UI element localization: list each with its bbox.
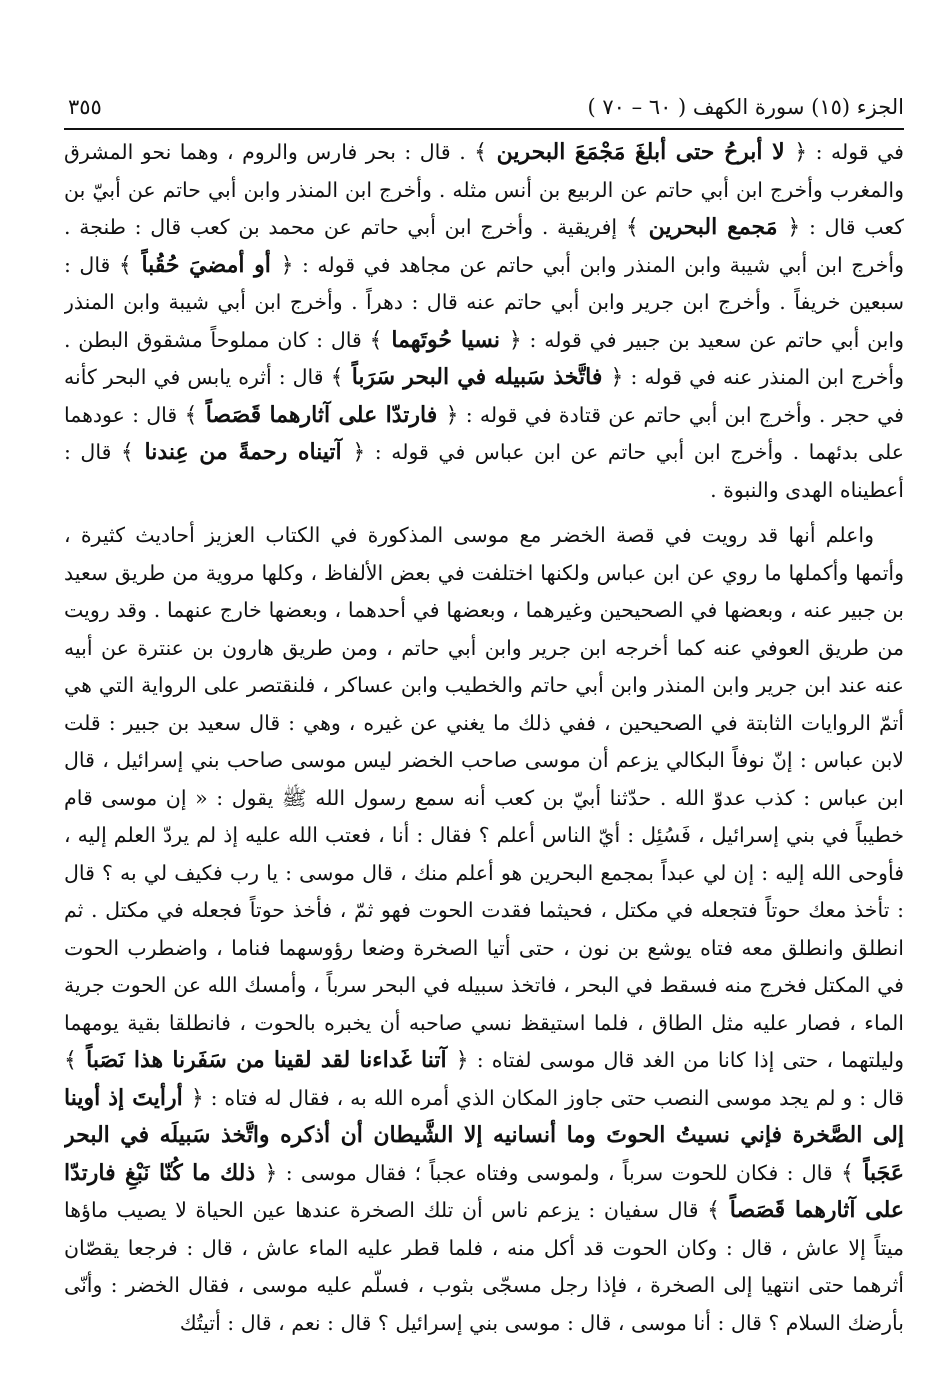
- ornate-bracket-close: ﴾: [118, 252, 132, 278]
- ornate-bracket-open: ﴿: [280, 252, 294, 278]
- ornate-bracket-open: ﴿: [264, 1160, 278, 1186]
- quranic-quote: [331, 364, 624, 390]
- quote-text: آتنا غَداءنا لقد لقينا من سَفَرنا هذا نَصَباً: [86, 1047, 447, 1073]
- quote-text: لا أبرحُ حتى أبلغَ مَجْمَعَ البحرين: [496, 139, 785, 165]
- hadith-paragraph: [64, 517, 904, 1342]
- ornate-bracket-open: ﴿: [794, 140, 808, 165]
- ornate-bracket-open: ﴿: [352, 440, 366, 465]
- page-number: ٣٥٥: [68, 95, 102, 119]
- ornate-bracket-open: ﴿: [610, 365, 624, 390]
- ornate-bracket-close: ﴾: [64, 1048, 77, 1073]
- ornate-bracket-open: ﴿: [455, 1048, 469, 1073]
- text-run: قال : فكان للحوت سرباً ، ولموسى وفتاه عجباً ؛ فقال موسى :: [277, 1160, 841, 1185]
- ornate-bracket-close: ﴾: [625, 215, 639, 240]
- ornate-bracket-close: ﴾: [474, 140, 488, 165]
- quote-text: أرأيتَ إذ أوينا إلى الصَّخرة فإني نسيتُ الحوتَ وما أنسانيه إلا الشَّيطان أن أذكره واتَّخذ سَبيلَه في البحر عَجَباً: [64, 1084, 904, 1186]
- ornate-bracket-close: ﴾: [369, 327, 383, 353]
- ornate-bracket-open: ﴿: [445, 402, 459, 428]
- quote-text: أو أمضيَ حُقُباً: [141, 251, 271, 278]
- ornate-bracket-open: ﴿: [787, 215, 801, 240]
- quranic-quote: [370, 327, 522, 353]
- text-run: قال : كان مملوحاً مشقوق البطن . وأخرج ابن المنذر عنه في قوله :: [64, 327, 904, 389]
- quote-text: فاتَّخذ سَبيله في البحر سَرَباً: [351, 364, 603, 390]
- ornate-bracket-close: ﴾: [707, 1198, 721, 1223]
- ornate-bracket-close: ﴾: [120, 440, 134, 465]
- text-run: في قوله :: [807, 140, 904, 164]
- quranic-quote: [626, 214, 800, 240]
- book-page: [64, 88, 904, 1358]
- quote-text: مَجمع البحرين: [648, 214, 778, 240]
- text-run: قال سفيان : يزعم ناس أن تلك الصخرة عندها عين الحياة لا يصيب ماؤها ميتاً إلا عاش ، قال : وكان الحوت قد أكل منه ، فلما قطر عليه الماء عاش ، قال : فرجعا يقصّان أثرهما حتى انتهيا إلى الصخرة ، فإذا رجل مسجّى بثوب ، فسلّم عليه موسى ، فقال الخضر : وأنّى بأرضك السلام ؟ قال : أنا موسى ، قال : موسى بني إسرائيل ؟ قال : نعم ، قال : أتيتُك: [64, 1198, 904, 1335]
- quote-text: فارتدّا على آثارهما قَصَصاً: [205, 401, 438, 428]
- ornate-bracket-close: ﴾: [184, 402, 198, 428]
- text-run: قال : أعطيناه الهدى والنبوة .: [64, 440, 904, 502]
- quranic-quote: [121, 439, 365, 465]
- quranic-quote: [474, 139, 807, 165]
- quranic-quote: [64, 1047, 469, 1073]
- text-run: قال : سبعين خريفاً . وأخرج ابن جرير وابن أبي حاتم عنه قال : دهراً . وأخرج ابن أبي شيبة وابن المنذر وابن أبي حاتم عن سعيد بن جبير في قوله :: [64, 252, 904, 352]
- text-run: قال : و لم يجد موسى النصب حتى جاوز المكان الذي أمره الله به ، فقال له فتاه :: [203, 1085, 904, 1110]
- ornate-bracket-open: ﴿: [190, 1085, 204, 1111]
- ornate-bracket-close: ﴾: [841, 1160, 854, 1186]
- ornate-bracket-close: ﴾: [330, 365, 344, 390]
- quranic-quote: [119, 252, 294, 278]
- text-run: إفريقية . وأخرج ابن أبي حاتم عن محمد بن كعب قال : طنجة . وأخرج ابن أبي شيبة وابن المنذر وابن أبي حاتم عن مجاهد في قوله :: [64, 215, 904, 277]
- text-run: . قال : بحر فارس والروم ، وهما نحو المشرق والمغرب وأخرج ابن أبي حاتم عن الربيع بن أنس مثله . وأخرج ابن المنذر وابن أبي حاتم عن أبيّ بن كعب قال :: [64, 140, 904, 239]
- quote-text: نسيا حُوتَهما: [391, 326, 500, 353]
- ornate-bracket-open: ﴿: [508, 327, 522, 353]
- commentary-paragraph: [64, 134, 904, 509]
- quranic-quote: [184, 402, 458, 428]
- text-run: واعلم أنها قد رويت في قصة الخضر مع موسى المذكورة في الكتاب العزيز أحاديث كثيرة ، وأتمها وأكملها ما روي عن ابن عباس ولكنها اختلفت في بعض الألفاظ ، وكلها مروية من طريق سعيد بن جبير عنه ، وبعضها في الصحيحين وغيرهما ، وبعضها في أحدهما ، وبعضها خارج عنهما . وقد رويت من طريق العوفي عنه كما أخرجه ابن جرير وابن أبي حاتم ، ومن طريق هارون بن عنترة عن أبيه عنه عند ابن جرير وابن المنذر وابن أبي حاتم والخطيب وابن عساكر ، فلنقتصر على الرواية التي هي أتمّ الروايات الثابتة في الصحيحين ، ففي ذلك ما يغني عن غيره ، وهي : قال سعيد بن جبير : قلت لابن عباس : إنّ نوفاً البكالي يزعم أن موسى صاحب الخضر ليس موسى صاحب بني إسرائيل ، قال ابن عباس : كذب عدوّ الله . حدّثنا أبيّ بن كعب أنه سمع رسول الله ﷺ يقول : « إن موسى قام خطيباً في بني إسرائيل ، فَسُئِل : أيّ الناس أعلم ؟ فقال : أنا ، فعتب الله عليه إذ لم يردّ العلم إليه ، فأوحى الله إليه : إن لي عبداً بمجمع البحرين هو أعلم منك ، قال موسى : يا رب فكيف لي به ؟ قال : تأخذ معك حوتاً فتجعله في مكتل ، فحيثما فقدت الحوت فهو ثمّ ، فأخذ حوتاً فجعله في مكتل . ثم انطلق وانطلق معه فتاه يوشع بن نون ، حتى أتيا الصخرة وضعا رؤوسهما فناما ، واضطرب الحوت في المكتل فخرج منه فسقط في البحر ، فاتخذ سبيله في البحر سرباً ، وأمسك الله عن الحوت جرية الماء ، فصار عليه مثل الطاق ، فلما استيقظ نسي صاحبه أن يخبره بالحوت ، فانطلقا بقية يومهما وليلتهما ، حتى إذا كانا من الغد قال موسى لفتاه :: [64, 523, 904, 1072]
- text-run: قال : عودهما على بدئهما . وأخرج ابن أبي حاتم عن ابن عباس في قوله :: [64, 402, 904, 464]
- page-header: [64, 88, 904, 130]
- quote-text: ذلك ما كُنّا نَبْغِ فارتدّا على آثارهما قَصَصاً: [64, 1159, 904, 1223]
- quote-text: آتيناه رحمةً من عِندنا: [144, 439, 342, 465]
- running-title: الجزء (١٥) سورة الكهف ( ٦٠ – ٧٠ ): [587, 95, 904, 119]
- text-run: قال : أثره يابس في البحر كأنه في حجر . وأخرج ابن أبي حاتم عن قتادة في قوله :: [64, 365, 904, 427]
